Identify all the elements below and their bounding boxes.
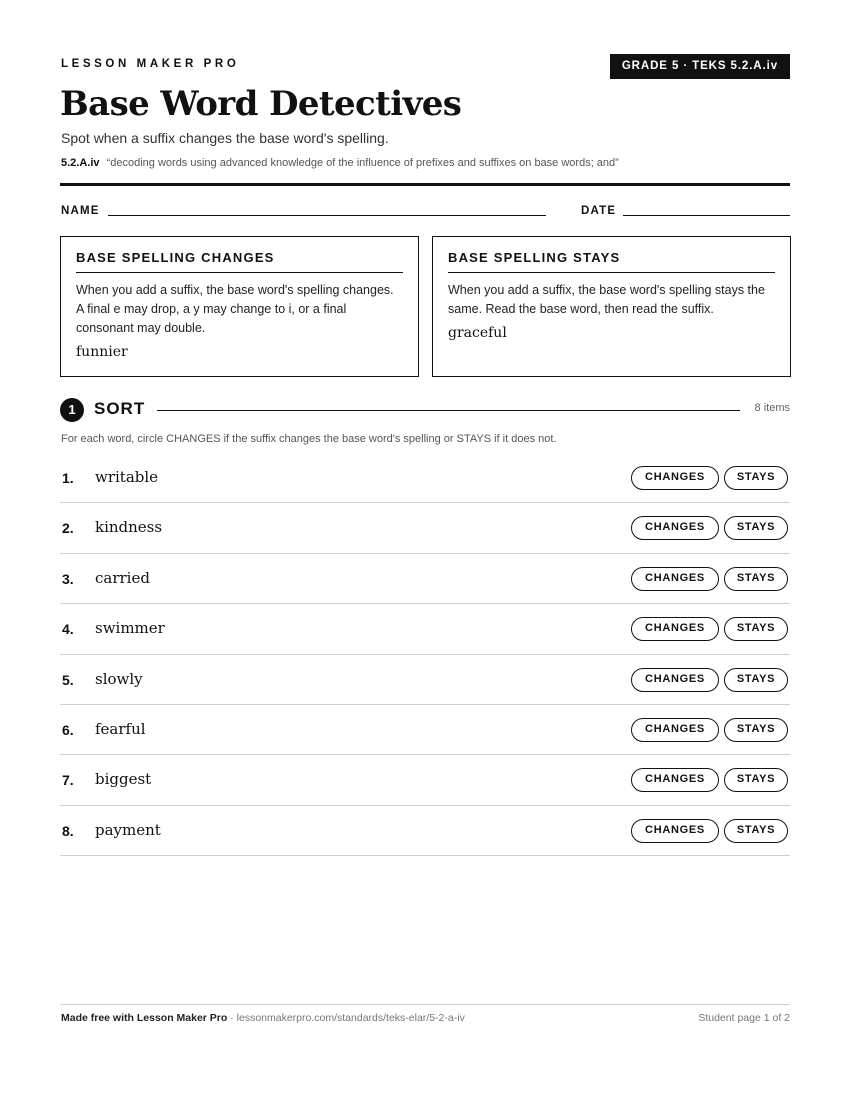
item-number: 2. [62,520,74,537]
stays-choice-button[interactable]: STAYS [724,567,788,591]
card-title: BASE SPELLING STAYS [448,250,775,273]
item-word: biggest [95,770,152,789]
card-body: When you add a suffix, the base word's spelling stays the same. Read the base word, then read the suffix. [448,283,765,316]
section-header [60,397,790,421]
standard-text: “decoding words using advanced knowledge of the influence of prefixes and suffixes on base words; and” [106,157,619,169]
changes-choice-button[interactable]: CHANGES [631,617,719,641]
header-divider [60,183,790,186]
stays-choice-button[interactable]: STAYS [724,466,788,490]
item-number: 3. [62,570,74,587]
stays-choice-button[interactable]: STAYS [724,718,788,742]
page-subtitle: Spot when a suffix changes the base word's spelling. [61,130,389,146]
list-item [60,503,790,553]
standard-code: 5.2.A.iv [61,157,100,169]
list-item [60,554,790,604]
list-item [60,655,790,705]
item-list [60,453,790,856]
list-item [60,705,790,755]
stays-choice-button[interactable]: STAYS [724,516,788,540]
stays-choice-button[interactable]: STAYS [724,768,788,792]
list-item [60,604,790,654]
item-number: 6. [62,721,74,738]
changes-choice-button[interactable]: CHANGES [631,466,719,490]
changes-choice-button[interactable]: CHANGES [631,668,719,692]
footer-credit [61,1012,465,1024]
list-item [60,453,790,503]
footer-page-indicator: Student page 1 of 2 [698,1012,790,1024]
section-title: SORT [94,399,146,418]
item-count: 8 items [754,402,790,414]
changes-choice-button[interactable]: CHANGES [631,819,719,843]
page-title: Base Word Detectives [60,84,462,124]
item-number: 7. [62,772,74,789]
list-item [60,806,790,856]
grade-badge: GRADE 5 · TEKS 5.2.A.iv [610,54,790,79]
section-number-badge: 1 [60,398,84,422]
card-title: BASE SPELLING CHANGES [76,250,403,273]
name-field-line[interactable] [108,215,546,216]
card-example: graceful [448,325,507,341]
list-item [60,755,790,805]
standard-line [61,157,619,169]
section-divider [157,410,740,411]
stays-choice-button[interactable]: STAYS [724,617,788,641]
date-label: DATE [581,205,617,217]
changes-choice-button[interactable]: CHANGES [631,718,719,742]
item-word: fearful [95,719,146,738]
name-label: NAME [61,205,100,217]
item-number: 1. [62,470,74,486]
item-word: kindness [95,518,163,537]
item-word: slowly [95,669,143,688]
card-body: When you add a suffix, the base word's spelling changes. A final e may drop, a y may change to i, or a final consonant may double. [76,283,394,335]
date-field-line[interactable] [623,215,790,216]
item-number: 5. [62,671,74,688]
footer-url: · lessonmakerpro.com/standards/teks-elar/5-2-a-iv [227,1012,465,1024]
card-base-changes [60,236,419,377]
item-word: carried [95,568,150,587]
item-word: swimmer [95,619,165,638]
item-word: writable [95,468,159,486]
brand-name: LESSON MAKER PRO [61,58,240,70]
card-example: funnier [76,344,128,360]
footer-divider [60,1004,790,1005]
footer-made-with: Made free with Lesson Maker Pro [61,1012,228,1024]
changes-choice-button[interactable]: CHANGES [631,768,719,792]
item-number: 4. [62,621,74,638]
changes-choice-button[interactable]: CHANGES [631,516,719,540]
stays-choice-button[interactable]: STAYS [724,819,788,843]
stays-choice-button[interactable]: STAYS [724,668,788,692]
card-base-stays [432,236,791,377]
section-instructions: For each word, circle CHANGES if the suffix changes the base word's spelling or STAYS if it does not. [61,433,557,445]
item-word: payment [95,820,161,839]
changes-choice-button[interactable]: CHANGES [631,567,719,591]
item-number: 8. [62,822,74,839]
